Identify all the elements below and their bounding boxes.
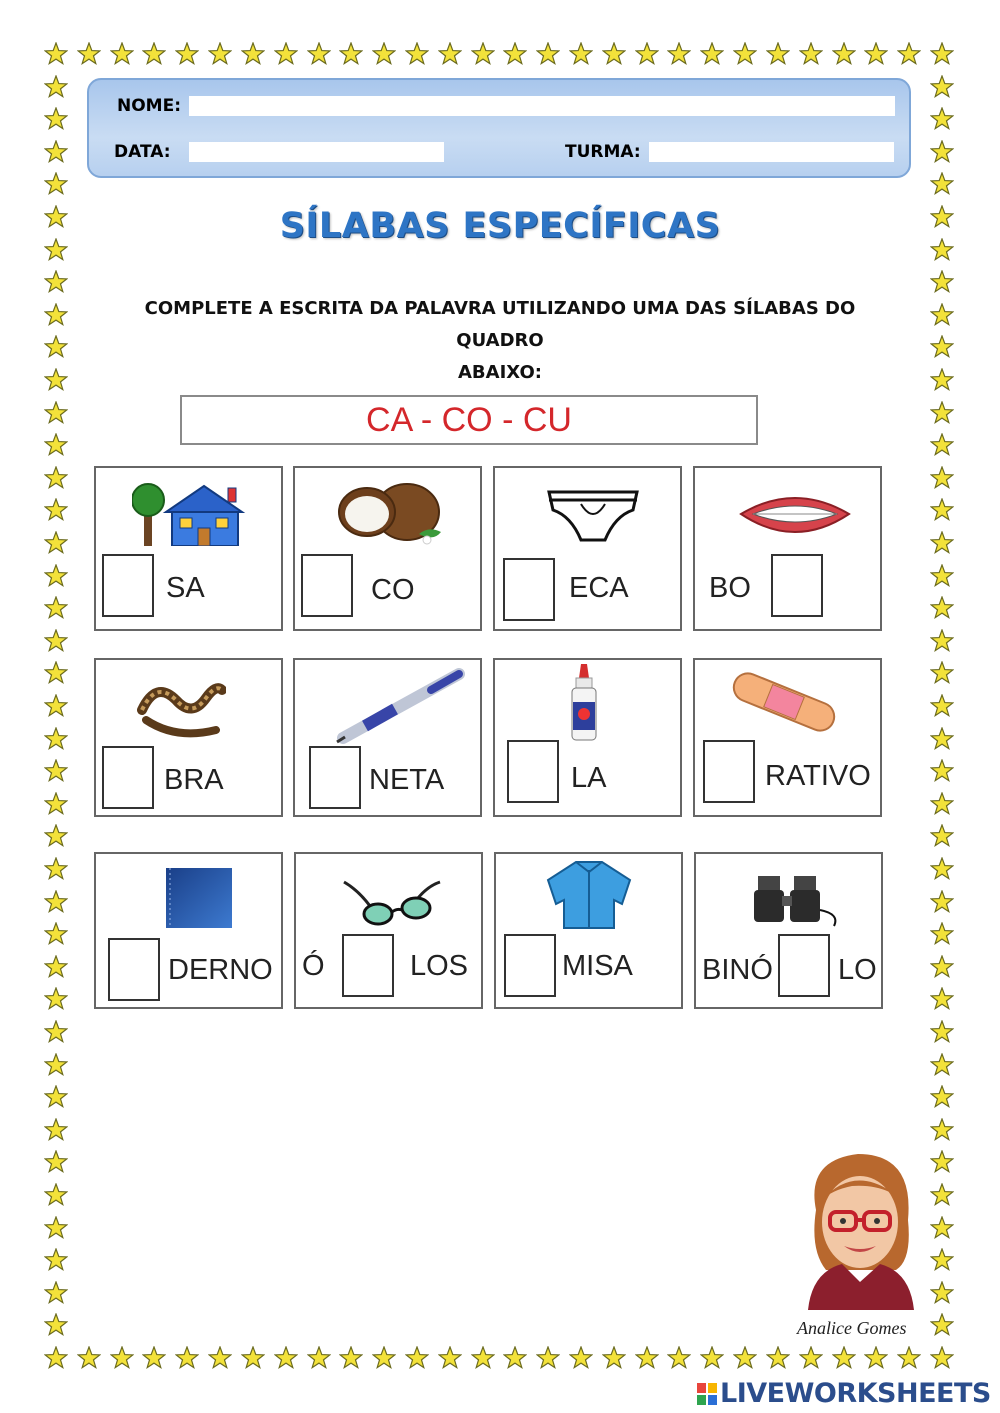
answer-blank[interactable] <box>503 558 555 621</box>
snake-icon <box>136 670 226 742</box>
star-icon <box>766 42 790 66</box>
word-part-after: RATIVO <box>765 760 871 792</box>
star-icon <box>930 335 954 359</box>
star-icon <box>274 1346 298 1370</box>
word-part-before: Ó <box>302 950 325 982</box>
star-icon <box>241 42 265 66</box>
mouth-icon <box>737 492 853 540</box>
name-field[interactable] <box>189 96 895 116</box>
star-icon <box>930 1313 954 1337</box>
house-icon <box>132 482 250 546</box>
word-card-shirt <box>494 852 683 1009</box>
underwear-icon <box>545 484 641 544</box>
star-icon <box>536 1346 560 1370</box>
star-icon <box>307 1346 331 1370</box>
star-icon <box>405 1346 429 1370</box>
star-icon <box>635 42 659 66</box>
star-icon <box>930 368 954 392</box>
star-icon <box>44 433 68 457</box>
star-icon <box>930 1085 954 1109</box>
glue-icon <box>569 664 599 742</box>
star-icon <box>44 629 68 653</box>
star-icon <box>44 1150 68 1174</box>
brand-wordmark: LIVEWORKSHEETS <box>720 1378 991 1409</box>
star-icon <box>930 531 954 555</box>
star-icon <box>44 955 68 979</box>
word-part-after: NETA <box>369 764 445 796</box>
star-icon <box>930 1248 954 1272</box>
star-icon <box>930 466 954 490</box>
star-icon <box>44 498 68 522</box>
star-icon <box>372 1346 396 1370</box>
star-icon <box>930 107 954 131</box>
star-icon <box>110 42 134 66</box>
star-icon <box>44 107 68 131</box>
star-icon <box>44 694 68 718</box>
word-part-after: DERNO <box>168 954 273 986</box>
star-icon <box>930 890 954 914</box>
name-label: NOME: <box>117 96 182 116</box>
star-icon <box>438 1346 462 1370</box>
page-title: SÍLABAS ESPECÍFICAS <box>279 206 721 246</box>
star-icon <box>930 303 954 327</box>
star-icon <box>930 140 954 164</box>
word-part-after: LO <box>838 954 877 986</box>
star-icon <box>930 1183 954 1207</box>
star-icon <box>44 75 68 99</box>
word-card-notebook <box>94 852 283 1009</box>
star-icon <box>44 466 68 490</box>
author-signature: Analice Gomes <box>797 1318 907 1338</box>
star-icon <box>44 890 68 914</box>
star-icon <box>930 824 954 848</box>
word-card-pen <box>293 658 482 817</box>
star-icon <box>700 42 724 66</box>
syllable-options-box: CA - CO - CU <box>180 395 758 445</box>
star-icon <box>930 564 954 588</box>
star-icon <box>44 1085 68 1109</box>
star-icon <box>832 1346 856 1370</box>
star-icon <box>799 1346 823 1370</box>
star-icon <box>536 42 560 66</box>
star-icon <box>44 564 68 588</box>
star-icon <box>44 857 68 881</box>
star-icon <box>930 1346 954 1370</box>
word-part-after: ECA <box>569 572 629 604</box>
star-icon <box>930 75 954 99</box>
word-card-underwear <box>493 466 682 631</box>
star-icon <box>930 596 954 620</box>
star-icon <box>44 824 68 848</box>
star-icon <box>700 1346 724 1370</box>
answer-blank[interactable] <box>771 554 823 617</box>
star-icon <box>175 1346 199 1370</box>
star-icon <box>864 42 888 66</box>
word-card-snake <box>94 658 283 817</box>
star-icon <box>44 368 68 392</box>
answer-blank[interactable] <box>507 740 559 803</box>
glasses-icon <box>342 876 442 930</box>
word-card-glasses <box>294 852 483 1009</box>
star-icon <box>930 433 954 457</box>
star-icon <box>44 1216 68 1240</box>
star-icon <box>44 987 68 1011</box>
star-icon <box>44 140 68 164</box>
star-icon <box>175 42 199 66</box>
star-icon <box>930 792 954 816</box>
star-icon <box>930 172 954 196</box>
star-icon <box>274 42 298 66</box>
star-icon <box>503 1346 527 1370</box>
star-icon <box>44 922 68 946</box>
star-icon <box>44 727 68 751</box>
answer-blank[interactable] <box>778 934 830 997</box>
star-icon <box>44 661 68 685</box>
answer-blank[interactable] <box>703 740 755 803</box>
star-icon <box>930 1053 954 1077</box>
date-field[interactable] <box>189 142 444 162</box>
star-icon <box>44 1313 68 1337</box>
class-label: TURMA: <box>565 142 641 162</box>
star-icon <box>930 629 954 653</box>
star-icon <box>930 498 954 522</box>
star-icon <box>930 1118 954 1142</box>
star-icon <box>44 596 68 620</box>
star-icon <box>44 1248 68 1272</box>
notebook-icon <box>166 868 232 928</box>
star-icon <box>471 1346 495 1370</box>
star-icon <box>44 401 68 425</box>
star-icon <box>766 1346 790 1370</box>
star-icon <box>930 1216 954 1240</box>
star-icon <box>930 401 954 425</box>
star-icon <box>733 1346 757 1370</box>
star-icon <box>930 1150 954 1174</box>
star-icon <box>142 42 166 66</box>
star-icon <box>930 661 954 685</box>
star-icon <box>930 955 954 979</box>
author-avatar <box>796 1150 926 1310</box>
star-icon <box>897 1346 921 1370</box>
star-icon <box>733 42 757 66</box>
star-icon <box>44 1346 68 1370</box>
word-part-after: CO <box>371 574 415 606</box>
star-icon <box>44 1053 68 1077</box>
star-icon <box>635 1346 659 1370</box>
word-card-coconut <box>293 466 482 631</box>
student-info-panel <box>87 78 911 178</box>
star-icon <box>832 42 856 66</box>
star-icon <box>438 42 462 66</box>
star-icon <box>44 759 68 783</box>
star-icon <box>503 42 527 66</box>
star-icon <box>667 1346 691 1370</box>
liveworksheets-logo-icon <box>697 1383 717 1405</box>
binoculars-icon <box>754 874 844 928</box>
star-icon <box>864 1346 888 1370</box>
star-icon <box>44 1118 68 1142</box>
star-icon <box>339 1346 363 1370</box>
word-part-after: MISA <box>562 950 633 982</box>
star-icon <box>667 42 691 66</box>
star-icon <box>44 1020 68 1044</box>
star-icon <box>44 1183 68 1207</box>
answer-blank[interactable] <box>102 746 154 809</box>
star-icon <box>110 1346 134 1370</box>
answer-blank[interactable] <box>102 554 154 617</box>
instruction-line-2: ABAIXO: <box>457 362 542 383</box>
star-icon <box>930 270 954 294</box>
star-icon <box>930 1020 954 1044</box>
word-card-bandage <box>693 658 882 817</box>
star-icon <box>44 792 68 816</box>
star-icon <box>930 42 954 66</box>
word-card-mouth <box>693 466 882 631</box>
answer-blank[interactable] <box>301 554 353 617</box>
instruction-line-1: COMPLETE A ESCRITA DA PALAVRA UTILIZANDO UMA DAS SÍLABAS DO QUADRO <box>144 298 856 351</box>
star-icon <box>372 42 396 66</box>
star-icon <box>897 42 921 66</box>
star-icon <box>930 759 954 783</box>
word-part-after: LOS <box>410 950 469 982</box>
word-part-after: SA <box>166 572 205 604</box>
star-icon <box>142 1346 166 1370</box>
star-icon <box>602 42 626 66</box>
star-icon <box>44 42 68 66</box>
star-icon <box>241 1346 265 1370</box>
star-icon <box>44 335 68 359</box>
star-icon <box>930 922 954 946</box>
star-icon <box>569 42 593 66</box>
answer-blank[interactable] <box>108 938 160 1001</box>
word-part-before: BINÓ <box>702 954 773 986</box>
shirt-icon <box>546 860 632 930</box>
star-icon <box>930 727 954 751</box>
star-icon <box>930 1281 954 1305</box>
star-icon <box>569 1346 593 1370</box>
star-icon <box>44 303 68 327</box>
word-card-glue <box>493 658 682 817</box>
answer-blank[interactable] <box>309 746 361 809</box>
class-field[interactable] <box>649 142 894 162</box>
answer-blank[interactable] <box>342 934 394 997</box>
star-icon <box>405 42 429 66</box>
star-icon <box>471 42 495 66</box>
star-icon <box>930 694 954 718</box>
word-part-before: BO <box>709 572 751 604</box>
star-icon <box>44 270 68 294</box>
star-icon <box>602 1346 626 1370</box>
star-icon <box>208 42 232 66</box>
pen-icon <box>335 668 465 744</box>
star-icon <box>307 42 331 66</box>
word-card-binoculars <box>694 852 883 1009</box>
bandage-icon <box>725 672 843 732</box>
word-part-after: BRA <box>164 764 224 796</box>
star-icon <box>339 42 363 66</box>
word-part-after: LA <box>571 762 607 794</box>
coconut-icon <box>335 478 447 550</box>
star-icon <box>208 1346 232 1370</box>
answer-blank[interactable] <box>504 934 556 997</box>
star-icon <box>930 987 954 1011</box>
star-icon <box>77 1346 101 1370</box>
star-icon <box>44 1281 68 1305</box>
star-icon <box>44 531 68 555</box>
star-icon <box>930 857 954 881</box>
star-icon <box>799 42 823 66</box>
star-icon <box>77 42 101 66</box>
instruction-text <box>100 293 900 389</box>
star-icon <box>44 172 68 196</box>
word-card-house <box>94 466 283 631</box>
date-label: DATA: <box>114 142 171 162</box>
